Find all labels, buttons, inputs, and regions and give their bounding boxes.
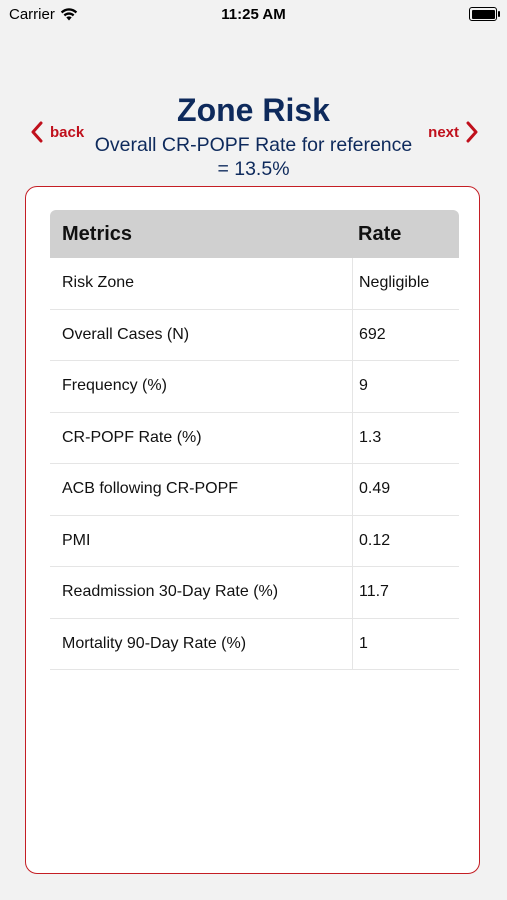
metric-cell: PMI [62, 531, 91, 549]
page-subtitle: Overall CR-POPF Rate for reference = 13.5% [94, 134, 413, 180]
page-title: Zone Risk [177, 92, 330, 128]
table-row [50, 619, 459, 671]
status-time: 11:25 AM [221, 6, 286, 23]
metrics-card [25, 186, 480, 874]
battery-icon [469, 7, 497, 21]
rate-cell: 0.49 [352, 464, 459, 515]
metric-cell: Frequency (%) [62, 377, 167, 395]
table-header [50, 210, 459, 258]
chevron-left-icon [30, 120, 44, 144]
rate-cell: Negligible [352, 258, 459, 309]
rate-cell: 11.7 [352, 567, 459, 618]
table-row [50, 516, 459, 568]
next-button[interactable] [428, 120, 479, 144]
metrics-table [50, 210, 459, 670]
table-row [50, 567, 459, 619]
table-row [50, 258, 459, 310]
rate-cell: 1.3 [352, 413, 459, 464]
page-header [0, 90, 507, 185]
header-rate: Rate [358, 222, 402, 245]
rate-cell: 0.12 [352, 516, 459, 567]
table-row [50, 361, 459, 413]
rate-cell: 9 [352, 361, 459, 412]
status-bar [0, 0, 507, 28]
metric-cell: Readmission 30-Day Rate (%) [62, 583, 279, 601]
back-label: back [50, 123, 85, 141]
metric-cell: ACB following CR-POPF [62, 480, 239, 498]
table-row [50, 310, 459, 362]
chevron-right-icon [465, 120, 479, 144]
back-button[interactable] [30, 120, 84, 144]
metric-cell: Overall Cases (N) [62, 325, 190, 343]
metric-cell: Risk Zone [62, 274, 135, 292]
carrier-label: Carrier [9, 6, 55, 23]
rate-cell: 1 [352, 619, 459, 670]
next-label: next [428, 123, 459, 141]
metric-cell: CR-POPF Rate (%) [62, 428, 202, 446]
table-row [50, 413, 459, 465]
header-metrics: Metrics [62, 222, 133, 245]
metric-cell: Mortality 90-Day Rate (%) [62, 634, 247, 652]
table-row [50, 464, 459, 516]
rate-cell: 692 [352, 310, 459, 361]
